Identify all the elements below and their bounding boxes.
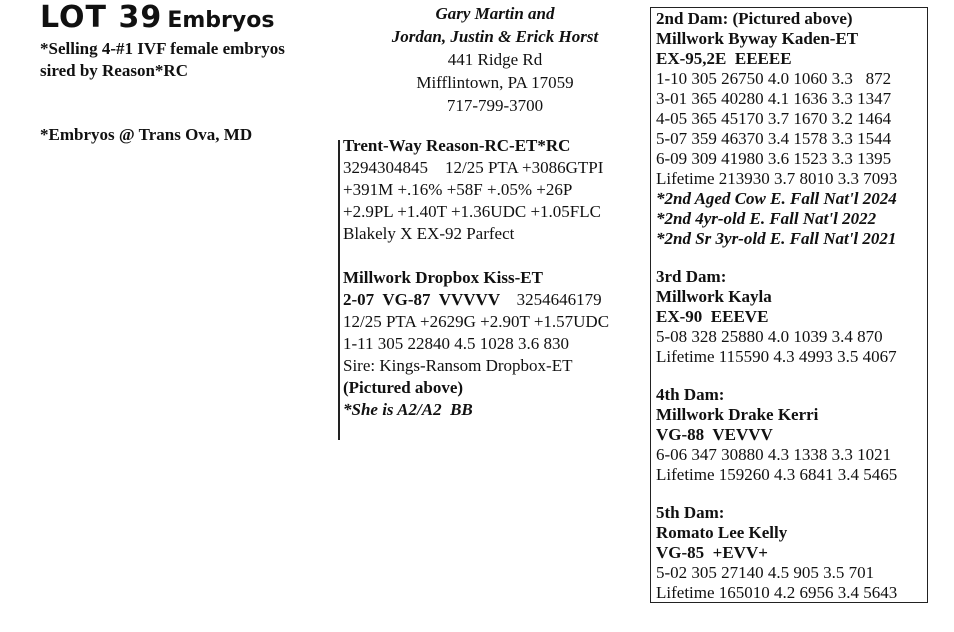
consignor-phone: 717-799-3700 <box>446 96 544 115</box>
sire-line: 3294304845 12/25 PTA +3086GTPI <box>343 158 604 177</box>
dam-section-class: VG-85 +EVV+ <box>656 543 768 562</box>
dam-note: *She is A2/A2 BB <box>343 400 473 419</box>
pedigree-bracket-line <box>338 140 340 440</box>
sire-name: Trent-Way Reason-RC-ET*RC <box>343 136 571 155</box>
dam-line: 1-11 305 22840 4.5 1028 3.6 830 <box>343 334 570 353</box>
consignor-city: Mifflintown, PA 17059 <box>416 73 574 92</box>
pedigree-list <box>656 9 897 621</box>
lot-title <box>40 0 274 35</box>
dam-line: 12/25 PTA +2629G +2.90T +1.57UDC <box>343 312 610 331</box>
honor-line: *2nd Sr 3yr-old E. Fall Nat'l 2021 <box>656 229 897 248</box>
lot-number: LOT 39 <box>40 0 163 35</box>
lot-description-line: sired by Reason*RC <box>40 61 188 80</box>
record-line: 5-08 328 25880 4.0 1039 3.4 870 <box>656 327 883 346</box>
dam-section-class: EX-90 EEEVE <box>656 307 769 326</box>
lot-description-line: *Selling 4-#1 IVF female embryos <box>40 39 285 58</box>
dam-heading: 2nd Dam: (Pictured above) <box>656 9 853 28</box>
dam-registration: 3254646179 <box>516 290 602 309</box>
dam-name: Millwork Dropbox Kiss-ET <box>343 268 543 287</box>
consignor-name: Jordan, Justin & Erick Horst <box>391 27 599 46</box>
sire-line: +391M +.16% +58F +.05% +26P <box>343 180 573 199</box>
lot-type: Embryos <box>167 8 275 33</box>
dam-heading: 5th Dam: <box>656 503 725 522</box>
record-line: 3-01 365 40280 4.1 1636 3.3 1347 <box>656 89 892 108</box>
dam-line: Sire: Kings-Ransom Dropbox-ET <box>343 356 573 375</box>
dam-heading: 3rd Dam: <box>656 267 727 286</box>
record-line: 6-06 347 30880 4.3 1338 3.3 1021 <box>656 445 892 464</box>
dam-classification: 2-07 VG-87 VVVVV <box>343 290 501 309</box>
dam-section-name: Romato Lee Kelly <box>656 523 788 542</box>
dam-section-3 <box>656 267 897 367</box>
lot-description <box>40 38 285 82</box>
dam-section-2 <box>656 9 897 249</box>
sire-line: Blakely X EX-92 Parfect <box>343 224 515 243</box>
honor-line: *2nd 4yr-old E. Fall Nat'l 2022 <box>656 209 877 228</box>
record-line: 5-07 359 46370 3.4 1578 3.3 1544 <box>656 129 892 148</box>
record-line: Lifetime 213930 3.7 8010 3.3 7093 <box>656 169 898 188</box>
sire-dam-block <box>343 135 609 421</box>
record-line: 1-10 305 26750 4.0 1060 3.3 872 <box>656 69 892 88</box>
embryo-location: *Embryos @ Trans Ova, MD <box>40 125 253 144</box>
record-line: 6-09 309 41980 3.6 1523 3.3 1395 <box>656 149 892 168</box>
consignor-name: Gary Martin and <box>435 4 555 23</box>
honor-line: *2nd Aged Cow E. Fall Nat'l 2024 <box>656 189 897 208</box>
record-line: 4-05 365 45170 3.7 1670 3.2 1464 <box>656 109 892 128</box>
dam-section-name: Millwork Drake Kerri <box>656 405 819 424</box>
dam-section-name: Millwork Byway Kaden-ET <box>656 29 859 48</box>
dam-pictured: (Pictured above) <box>343 378 464 397</box>
dam-class-row <box>343 289 609 311</box>
dam-heading: 4th Dam: <box>656 385 725 404</box>
dam-section-name: Millwork Kayla <box>656 287 772 306</box>
dam-section-4 <box>656 385 897 485</box>
dam-section-5 <box>656 503 897 603</box>
consignor-block <box>370 2 620 117</box>
pedigree-box <box>650 7 928 603</box>
consignor-address: 441 Ridge Rd <box>447 50 543 69</box>
record-line: 5-02 305 27140 4.5 905 3.5 701 <box>656 563 875 582</box>
dam-section-class: VG-88 VEVVV <box>656 425 773 444</box>
record-line: Lifetime 159260 4.3 6841 3.4 5465 <box>656 465 898 484</box>
record-line: Lifetime 165010 4.2 6956 3.4 5643 <box>656 583 898 602</box>
record-line: Lifetime 115590 4.3 4993 3.5 4067 <box>656 347 897 366</box>
sire-line: +2.9PL +1.40T +1.36UDC +1.05FLC <box>343 202 601 221</box>
dam-section-class: EX-95,2E EEEEE <box>656 49 792 68</box>
